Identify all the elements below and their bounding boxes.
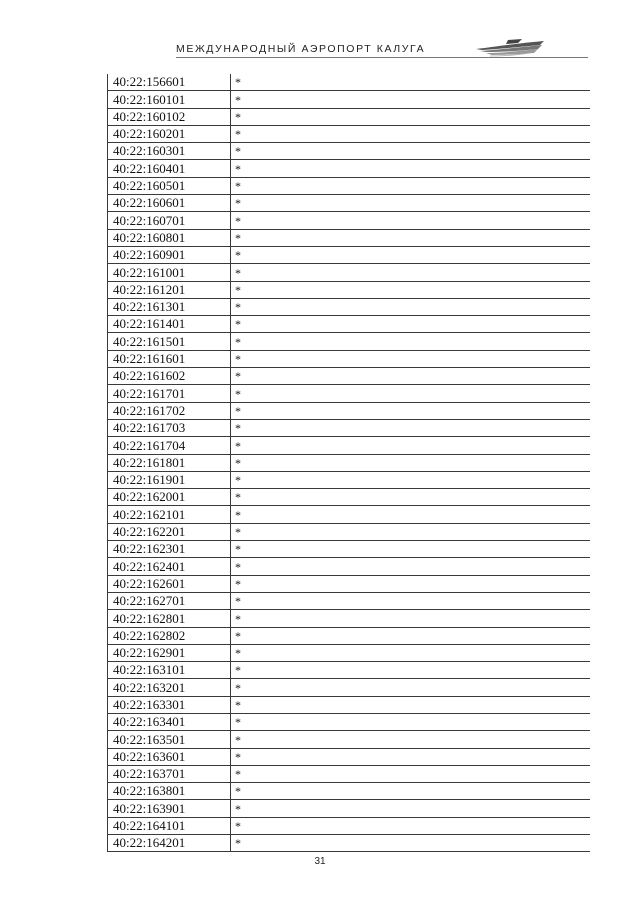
cadastral-number-cell: 40:22:163201	[108, 679, 231, 696]
cadastral-number-cell: 40:22:161401	[108, 316, 231, 333]
cadastral-number-cell: 40:22:160201	[108, 125, 231, 142]
table-row	[108, 644, 591, 661]
cadastral-number-cell: 40:22:160401	[108, 160, 231, 177]
value-cell: *	[231, 523, 591, 540]
table-row	[108, 558, 591, 575]
cadastral-number-cell: 40:22:161001	[108, 264, 231, 281]
value-cell: *	[231, 108, 591, 125]
table-row	[108, 713, 591, 730]
cadastral-number-cell: 40:22:160501	[108, 177, 231, 194]
cadastral-number-cell: 40:22:163101	[108, 662, 231, 679]
cadastral-table-wrapper	[107, 74, 590, 852]
value-cell: *	[231, 662, 591, 679]
cadastral-number-cell: 40:22:162101	[108, 506, 231, 523]
cadastral-number-cell: 40:22:160101	[108, 91, 231, 108]
cadastral-number-cell: 40:22:161201	[108, 281, 231, 298]
table-row	[108, 212, 591, 229]
table-row	[108, 541, 591, 558]
value-cell: *	[231, 627, 591, 644]
value-cell: *	[231, 592, 591, 609]
table-row	[108, 523, 591, 540]
cadastral-number-cell: 40:22:160801	[108, 229, 231, 246]
value-cell: *	[231, 471, 591, 488]
cadastral-table	[107, 74, 590, 852]
cadastral-number-cell: 40:22:160102	[108, 108, 231, 125]
value-cell: *	[231, 281, 591, 298]
table-row	[108, 506, 591, 523]
value-cell: *	[231, 212, 591, 229]
cadastral-number-cell: 40:22:162201	[108, 523, 231, 540]
table-row	[108, 385, 591, 402]
header-title: МЕЖДУНАРОДНЫЙ АЭРОПОРТ КАЛУГА	[176, 43, 426, 55]
value-cell: *	[231, 713, 591, 730]
cadastral-number-cell: 40:22:160701	[108, 212, 231, 229]
table-row	[108, 454, 591, 471]
value-cell: *	[231, 195, 591, 212]
table-row	[108, 402, 591, 419]
cadastral-number-cell: 40:22:163301	[108, 696, 231, 713]
value-cell: *	[231, 541, 591, 558]
value-cell: *	[231, 385, 591, 402]
table-row	[108, 160, 591, 177]
table-row	[108, 610, 591, 627]
table-row	[108, 125, 591, 142]
value-cell: *	[231, 575, 591, 592]
table-row	[108, 662, 591, 679]
table-row	[108, 316, 591, 333]
value-cell: *	[231, 246, 591, 263]
table-row	[108, 817, 591, 834]
cadastral-number-cell: 40:22:161703	[108, 419, 231, 436]
table-row	[108, 783, 591, 800]
table-row	[108, 195, 591, 212]
table-row	[108, 177, 591, 194]
table-row	[108, 246, 591, 263]
table-row	[108, 281, 591, 298]
page-number: 31	[314, 856, 326, 867]
cadastral-number-cell: 40:22:160301	[108, 143, 231, 160]
table-row	[108, 143, 591, 160]
value-cell: *	[231, 748, 591, 765]
value-cell: *	[231, 402, 591, 419]
table-row	[108, 489, 591, 506]
cadastral-number-cell: 40:22:161301	[108, 298, 231, 315]
cadastral-number-cell: 40:22:162802	[108, 627, 231, 644]
table-row	[108, 298, 591, 315]
airport-wing-logo-icon	[474, 37, 546, 59]
table-row	[108, 679, 591, 696]
value-cell: *	[231, 610, 591, 627]
cadastral-number-cell: 40:22:162001	[108, 489, 231, 506]
value-cell: *	[231, 454, 591, 471]
cadastral-number-cell: 40:22:160601	[108, 195, 231, 212]
cadastral-number-cell: 40:22:162401	[108, 558, 231, 575]
cadastral-number-cell: 40:22:161702	[108, 402, 231, 419]
value-cell: *	[231, 765, 591, 782]
value-cell: *	[231, 644, 591, 661]
table-row	[108, 437, 591, 454]
value-cell: *	[231, 74, 591, 91]
table-row	[108, 333, 591, 350]
value-cell: *	[231, 835, 591, 852]
table-row	[108, 108, 591, 125]
value-cell: *	[231, 489, 591, 506]
cadastral-number-cell: 40:22:161801	[108, 454, 231, 471]
value-cell: *	[231, 506, 591, 523]
value-cell: *	[231, 783, 591, 800]
table-row	[108, 800, 591, 817]
cadastral-number-cell: 40:22:163801	[108, 783, 231, 800]
cadastral-number-cell: 40:22:163401	[108, 713, 231, 730]
value-cell: *	[231, 437, 591, 454]
value-cell: *	[231, 333, 591, 350]
value-cell: *	[231, 696, 591, 713]
value-cell: *	[231, 125, 591, 142]
cadastral-number-cell: 40:22:161602	[108, 368, 231, 385]
table-row	[108, 74, 591, 91]
table-row	[108, 748, 591, 765]
cadastral-number-cell: 40:22:160901	[108, 246, 231, 263]
value-cell: *	[231, 368, 591, 385]
table-row	[108, 471, 591, 488]
cadastral-number-cell: 40:22:163601	[108, 748, 231, 765]
table-row	[108, 575, 591, 592]
table-row	[108, 835, 591, 852]
table-row	[108, 627, 591, 644]
table-row	[108, 229, 591, 246]
table-row	[108, 696, 591, 713]
cadastral-number-cell: 40:22:163501	[108, 731, 231, 748]
value-cell: *	[231, 350, 591, 367]
cadastral-number-cell: 40:22:164201	[108, 835, 231, 852]
value-cell: *	[231, 558, 591, 575]
value-cell: *	[231, 679, 591, 696]
cadastral-number-cell: 40:22:163701	[108, 765, 231, 782]
value-cell: *	[231, 229, 591, 246]
table-row	[108, 419, 591, 436]
cadastral-number-cell: 40:22:161704	[108, 437, 231, 454]
value-cell: *	[231, 264, 591, 281]
value-cell: *	[231, 731, 591, 748]
cadastral-number-cell: 40:22:164101	[108, 817, 231, 834]
cadastral-number-cell: 40:22:162601	[108, 575, 231, 592]
header-divider	[176, 57, 588, 58]
cadastral-number-cell: 40:22:163901	[108, 800, 231, 817]
cadastral-table-body	[108, 74, 591, 852]
page-header	[0, 0, 640, 64]
value-cell: *	[231, 800, 591, 817]
table-row	[108, 765, 591, 782]
cadastral-number-cell: 40:22:162901	[108, 644, 231, 661]
cadastral-number-cell: 40:22:162801	[108, 610, 231, 627]
value-cell: *	[231, 143, 591, 160]
value-cell: *	[231, 177, 591, 194]
cadastral-number-cell: 40:22:161501	[108, 333, 231, 350]
table-row	[108, 731, 591, 748]
value-cell: *	[231, 160, 591, 177]
table-row	[108, 350, 591, 367]
cadastral-number-cell: 40:22:161701	[108, 385, 231, 402]
value-cell: *	[231, 419, 591, 436]
value-cell: *	[231, 817, 591, 834]
cadastral-number-cell: 40:22:162301	[108, 541, 231, 558]
table-row	[108, 368, 591, 385]
value-cell: *	[231, 91, 591, 108]
cadastral-number-cell: 40:22:156601	[108, 74, 231, 91]
cadastral-number-cell: 40:22:161601	[108, 350, 231, 367]
cadastral-number-cell: 40:22:162701	[108, 592, 231, 609]
table-row	[108, 592, 591, 609]
table-row	[108, 91, 591, 108]
value-cell: *	[231, 316, 591, 333]
cadastral-number-cell: 40:22:161901	[108, 471, 231, 488]
value-cell: *	[231, 298, 591, 315]
table-row	[108, 264, 591, 281]
